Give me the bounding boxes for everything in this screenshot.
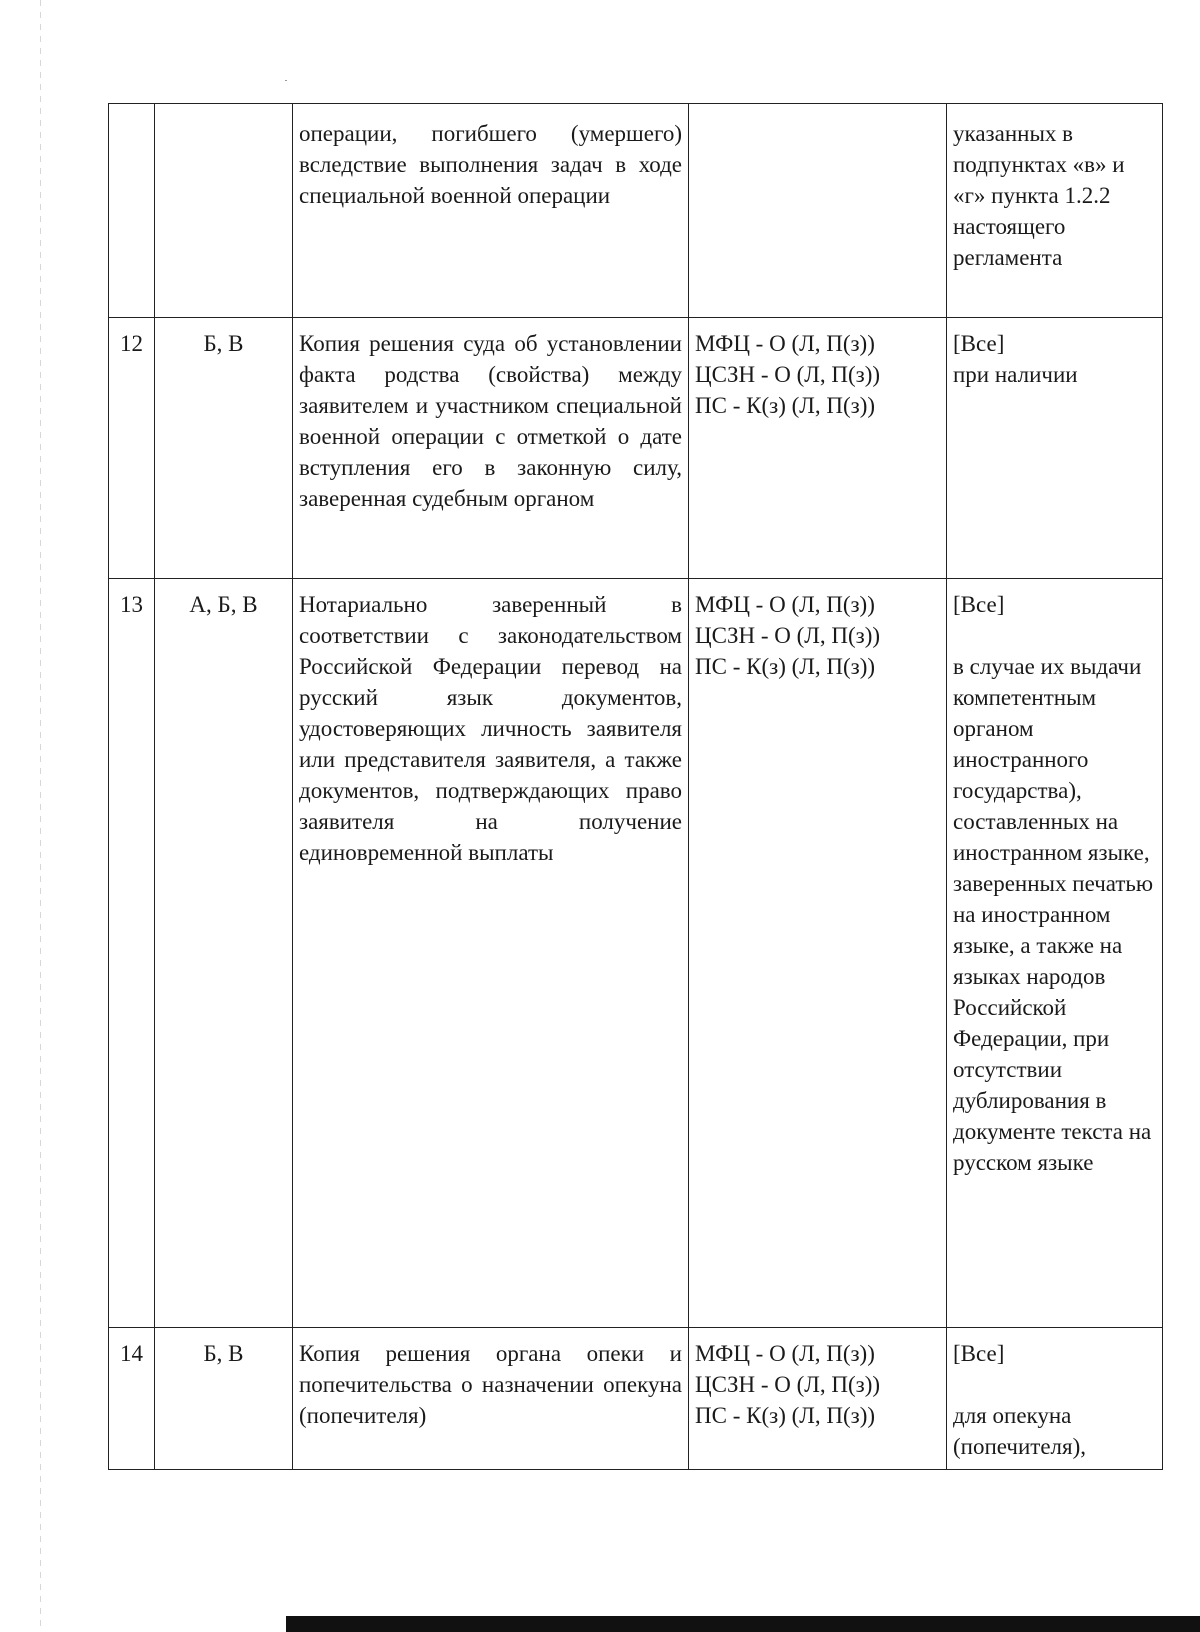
applicant-category-cell: Б, В [155, 1328, 293, 1470]
submission-method-cell [689, 104, 947, 318]
table-row [109, 579, 1163, 1328]
row-number-cell: 12 [109, 318, 155, 579]
condition-note-cell: [Все] для опекуна (попечителя), [947, 1328, 1163, 1470]
document-description-cell: Нотариально заверенный в соответствии с законодательством Российской Федерации перевод на русский язык документов, удостоверяющих личность заявителя или представителя заявителя, а также документов, подтверждающих право заявителя на получение единовременной выплаты [293, 579, 689, 1328]
page-edge-marks [40, 0, 41, 1632]
document-description-cell: Копия решения органа опеки и попечительства о назначении опекуна (попечителя) [293, 1328, 689, 1470]
table-row [109, 1328, 1163, 1470]
applicant-category-cell: А, Б, В [155, 579, 293, 1328]
condition-note-cell: [Все] в случае их выдачи компетентным органом иностранного государства), составленных на иностранном языке, заверенных печатью на иностранном языке, а также на языках народов Российской Федерации, при отсутствии дублирования в документе текста на русском языке [947, 579, 1163, 1328]
condition-note-cell: указанных в подпунктах «в» и «г» пункта 1.2.2 настоящего регламента [947, 104, 1163, 318]
row-number-cell [109, 104, 155, 318]
document-description-cell: операции, погибшего (умершего) вследствие выполнения задач в ходе специальной военной операции [293, 104, 689, 318]
row-number-cell: 14 [109, 1328, 155, 1470]
applicant-category-cell: Б, В [155, 318, 293, 579]
scan-bottom-bar [286, 1616, 1200, 1632]
submission-method-cell: МФЦ - О (Л, П(з)) ЦСЗН - О (Л, П(з)) ПС - К(з) (Л, П(з)) [689, 1328, 947, 1470]
submission-method-cell: МФЦ - О (Л, П(з)) ЦСЗН - О (Л, П(з)) ПС - К(з) (Л, П(з)) [689, 318, 947, 579]
condition-note-cell: [Все] при наличии [947, 318, 1163, 579]
applicant-category-cell [155, 104, 293, 318]
row-number-cell: 13 [109, 579, 155, 1328]
table-row [109, 318, 1163, 579]
submission-method-cell: МФЦ - О (Л, П(з)) ЦСЗН - О (Л, П(з)) ПС - К(з) (Л, П(з)) [689, 579, 947, 1328]
documents-table [108, 103, 1163, 1470]
table-row [109, 104, 1163, 318]
document-description-cell: Копия решения суда об установлении факта родства (свойства) между заявителем и участником специальной военной операции с отметкой о дате вступления его в законную силу, заверенная судебным органом [293, 318, 689, 579]
scan-artifact [285, 80, 287, 81]
